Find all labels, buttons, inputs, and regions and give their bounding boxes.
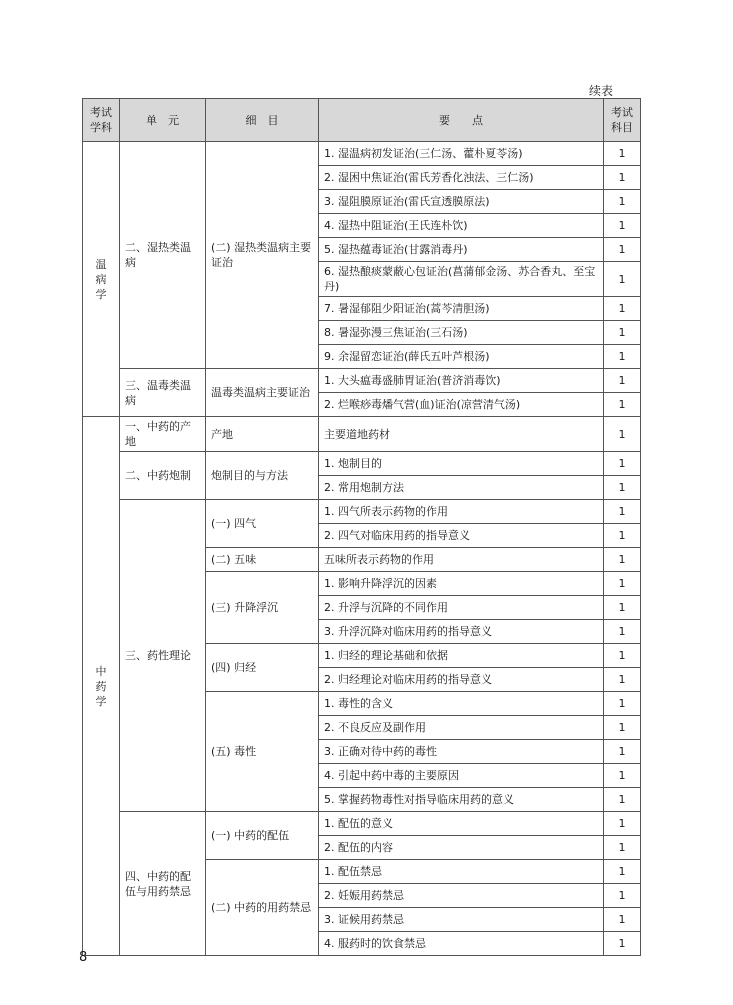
unit-cell: 三、药性理论 [120,500,206,812]
point-cell: 2. 配伍的内容 [319,836,604,860]
count-cell: 1 [604,668,641,692]
point-cell: 1. 炮制目的 [319,452,604,476]
point-cell: 5. 湿热蕴毒证治(甘露消毒丹) [319,238,604,262]
count-cell: 1 [604,190,641,214]
count-cell: 1 [604,932,641,956]
point-cell: 4. 服药时的饮食禁忌 [319,932,604,956]
unit-cell: 四、中药的配伍与用药禁忌 [120,812,206,956]
point-cell: 3. 证候用药禁忌 [319,908,604,932]
count-cell: 1 [604,908,641,932]
table-row [83,417,641,452]
point-cell: 1. 大头瘟毒盛肺胃证治(普济消毒饮) [319,369,604,393]
point-cell: 6. 湿热酿痰蒙蔽心包证治(菖蒲郁金汤、苏合香丸、至宝丹) [319,262,604,297]
item-cell: (二) 中药的用药禁忌 [206,860,319,956]
header-subject: 考试学科 [83,99,120,142]
header-point: 要 点 [319,99,604,142]
item-cell: (二) 湿热类温病主要证治 [206,142,319,369]
point-cell: 3. 正确对待中药的毒性 [319,740,604,764]
header-unit: 单 元 [120,99,206,142]
point-cell: 1. 四气所表示药物的作用 [319,500,604,524]
count-cell: 1 [604,393,641,417]
header-item: 细 目 [206,99,319,142]
count-cell: 1 [604,214,641,238]
count-cell: 1 [604,476,641,500]
count-cell: 1 [604,142,641,166]
table-row [83,452,641,476]
count-cell: 1 [604,812,641,836]
point-cell: 五味所表示药物的作用 [319,548,604,572]
count-cell: 1 [604,524,641,548]
item-cell: (一) 中药的配伍 [206,812,319,860]
count-cell: 1 [604,596,641,620]
point-cell: 2. 归经理论对临床用药的指导意义 [319,668,604,692]
count-cell: 1 [604,369,641,393]
count-cell: 1 [604,417,641,452]
item-cell: (一) 四气 [206,500,319,548]
point-cell: 9. 余湿留恋证治(薛氏五叶芦根汤) [319,345,604,369]
item-cell: (二) 五味 [206,548,319,572]
item-cell: (四) 归经 [206,644,319,692]
point-cell: 2. 湿困中焦证治(雷氏芳香化浊法、三仁汤) [319,166,604,190]
count-cell: 1 [604,262,641,297]
header-row [83,99,641,142]
item-cell: 炮制目的与方法 [206,452,319,500]
point-cell: 4. 引起中药中毒的主要原因 [319,764,604,788]
item-cell: (五) 毒性 [206,692,319,812]
count-cell: 1 [604,692,641,716]
point-cell: 5. 掌握药物毒性对指导临床用药的意义 [319,788,604,812]
count-cell: 1 [604,238,641,262]
point-cell: 3. 升浮沉降对临床用药的指导意义 [319,620,604,644]
point-cell: 8. 暑湿弥漫三焦证治(三石汤) [319,321,604,345]
count-cell: 1 [604,452,641,476]
count-cell: 1 [604,716,641,740]
point-cell: 3. 湿阻膜原证治(雷氏宣透膜原法) [319,190,604,214]
count-cell: 1 [604,740,641,764]
point-cell: 1. 配伍禁忌 [319,860,604,884]
point-cell: 2. 烂喉痧毒燔气营(血)证治(凉营清气汤) [319,393,604,417]
count-cell: 1 [604,836,641,860]
point-cell: 1. 湿温病初发证治(三仁汤、藿朴夏苓汤) [319,142,604,166]
item-cell: 产地 [206,417,319,452]
table-row [83,369,641,393]
count-cell: 1 [604,321,641,345]
point-cell: 主要道地药材 [319,417,604,452]
unit-cell: 二、中药炮制 [120,452,206,500]
point-cell: 2. 升浮与沉降的不同作用 [319,596,604,620]
count-cell: 1 [604,548,641,572]
count-cell: 1 [604,644,641,668]
point-cell: 1. 归经的理论基础和依据 [319,644,604,668]
continued-label: 续表 [589,84,614,98]
subject-cell: 温病学 [83,142,120,417]
point-cell: 2. 妊娠用药禁忌 [319,884,604,908]
table-row [83,500,641,524]
count-cell: 1 [604,788,641,812]
point-cell: 2. 不良反应及副作用 [319,716,604,740]
count-cell: 1 [604,884,641,908]
count-cell: 1 [604,500,641,524]
unit-cell: 三、温毒类温病 [120,369,206,417]
page-number: 8 [79,950,88,965]
count-cell: 1 [604,166,641,190]
item-cell: (三) 升降浮沉 [206,572,319,644]
unit-cell: 一、中药的产地 [120,417,206,452]
count-cell: 1 [604,620,641,644]
point-cell: 2. 四气对临床用药的指导意义 [319,524,604,548]
unit-cell: 二、湿热类温病 [120,142,206,369]
point-cell: 2. 常用炮制方法 [319,476,604,500]
point-cell: 1. 毒性的含义 [319,692,604,716]
count-cell: 1 [604,297,641,321]
point-cell: 4. 湿热中阻证治(王氏连朴饮) [319,214,604,238]
table-row [83,812,641,836]
subject-cell: 中药学 [83,417,120,956]
item-cell: 温毒类温病主要证治 [206,369,319,417]
syllabus-table [82,98,641,956]
header-count: 考试科目 [604,99,641,142]
count-cell: 1 [604,345,641,369]
count-cell: 1 [604,860,641,884]
point-cell: 1. 影响升降浮沉的因素 [319,572,604,596]
point-cell: 1. 配伍的意义 [319,812,604,836]
count-cell: 1 [604,572,641,596]
point-cell: 7. 暑湿郁阻少阳证治(蒿芩清胆汤) [319,297,604,321]
table-row [83,142,641,166]
count-cell: 1 [604,764,641,788]
